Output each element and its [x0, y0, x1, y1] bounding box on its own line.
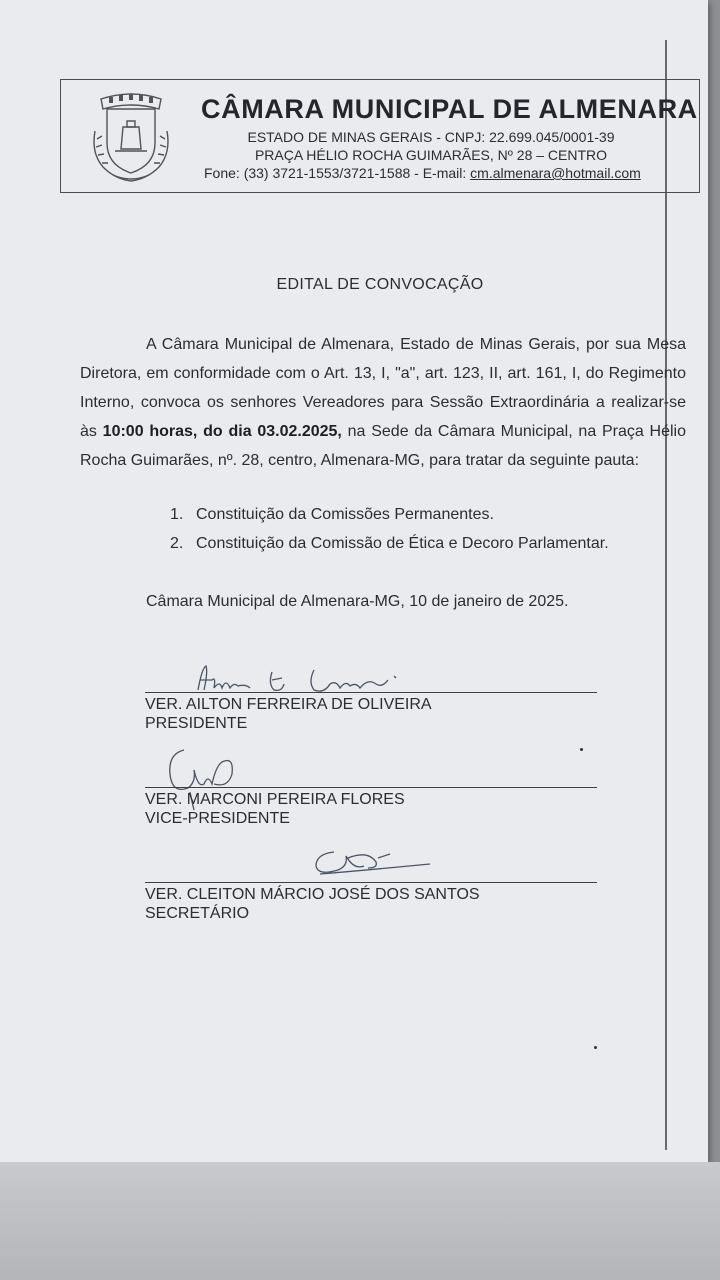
email-link[interactable]: cm.almenara@hotmail.com [470, 165, 641, 181]
coat-of-arms-icon [89, 91, 173, 183]
signature-president [190, 662, 410, 696]
agenda-text: Constituição da Comissão de Ética e Decoro Parlamentar. [196, 535, 609, 552]
paragraph-text-2: na Sede da Câmara Municipal, na Praça Hélio Rocha Guimarães, nº. 28, centro, Almenara-MG, para tratar da seguinte pauta: [80, 423, 687, 469]
convocation-paragraph [80, 330, 686, 475]
agenda-number: 1. [170, 506, 184, 523]
place-date: Câmara Municipal de Almenara-MG, 10 de janeiro de 2025. [146, 593, 569, 610]
signature-line [145, 882, 597, 883]
desk-surface [0, 1162, 720, 1280]
state-cnpj-line: ESTADO DE MINAS GERAIS - CNPJ: 22.699.045/0001-39 [247, 129, 615, 145]
paper-edge-line [665, 40, 667, 1150]
address-line: PRAÇA HÉLIO ROCHA GUIMARÃES, Nº 28 – CENTRO [254, 147, 608, 163]
contact-line [204, 165, 684, 181]
signer-name: VER. AILTON FERREIRA DE OLIVEIRA [145, 696, 432, 713]
signature-secretary [308, 844, 438, 880]
agenda-item [170, 535, 609, 553]
signer-name: VER. MARCONI PEREIRA FLORES [145, 791, 405, 808]
document-title: EDITAL DE CONVOCAÇÃO [276, 276, 484, 293]
signer-name: VER. CLEITON MÁRCIO JOSÉ DOS SANTOS [145, 886, 480, 903]
agenda-item [170, 506, 494, 524]
signature-line [145, 787, 597, 788]
letterhead [60, 79, 700, 193]
signer-role: SECRETÁRIO [145, 905, 250, 922]
phone-text: Fone: (33) 3721-1553/3721-1588 - E-mail: [204, 165, 471, 181]
signer-role: PRESIDENTE [145, 715, 248, 732]
session-datetime: 10:00 horas, do dia 03.02.2025, [102, 423, 342, 440]
institution-name: CÂMARA MUNICIPAL DE ALMENARA [201, 94, 698, 124]
agenda-number: 2. [170, 535, 184, 552]
ink-speck [580, 748, 583, 751]
signer-role: VICE-PRESIDENTE [145, 810, 290, 827]
ink-speck [594, 1046, 597, 1049]
signature-line [145, 692, 597, 693]
paragraph-text-1: A Câmara Municipal de Almenara, Estado de Minas Gerais, por sua Mesa Diretora, em conformidade com o Art. 13, I, "a", art. 123, II, art. 161, I, do Regimento Interno, convoca os senhores Vereadores para Sessão Extraordinária a realizar-se às [80, 336, 686, 440]
agenda-text: Constituição da Comissões Permanentes. [196, 506, 494, 523]
